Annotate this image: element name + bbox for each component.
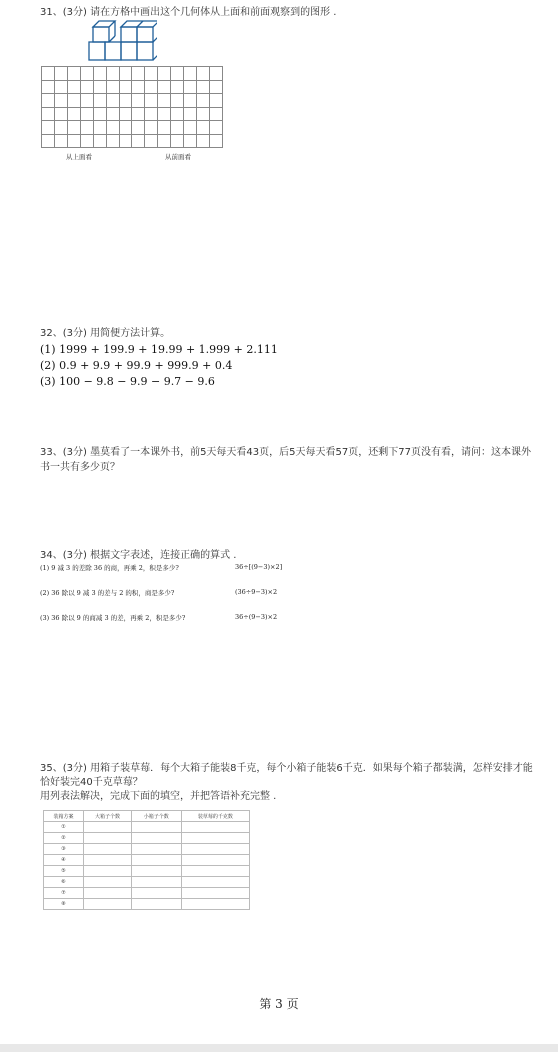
cell[interactable] [84,822,132,833]
table-row [44,877,250,888]
cell[interactable] [181,844,249,855]
header-large-boxes: 大箱子个数 [84,811,132,822]
q32-item-2: (2) 0.9 + 9.9 + 99.9 + 999.9 + 0.4 [40,359,233,372]
q32-title: 32、(3分) 用简便方法计算。 [40,328,171,339]
q35-line-1: 35、(3分) 用箱子装草莓．每个大箱子能装8千克，每个小箱子能装6千克．如果每个箱子都装满，怎样安排才能 [40,763,533,774]
q34-row-3-text: (3) 36 除以 9 的商减 3 的差，再乘 2，积是多少? [40,614,186,622]
cell[interactable] [131,888,181,899]
cell[interactable] [181,899,249,910]
cube-solid-figure [85,20,157,64]
q32-item-3: (3) 100 − 9.8 − 9.9 − 9.7 − 9.6 [40,375,215,388]
cell[interactable] [131,877,181,888]
label-from-front: 从前面看 [165,153,191,161]
table-header-row [44,811,250,822]
q35-line-2: 恰好装完40千克草莓？ [40,777,143,788]
page-number: 第 3 页 [259,997,299,1011]
table-row [44,855,250,866]
cell[interactable] [84,888,132,899]
cell[interactable] [181,888,249,899]
cell[interactable] [84,866,132,877]
q34-title: 34、(3分) 根据文字表述，连接正确的算式 . [40,550,237,561]
cell[interactable] [84,899,132,910]
cell[interactable] [84,877,132,888]
row-index: ③ [44,844,84,855]
page-bottom-bar [0,1044,558,1052]
cell[interactable] [84,844,132,855]
q34-row-3-formula: 36÷(9−3)×2 [235,613,278,621]
header-plan: 装箱方案 [44,811,84,822]
cell[interactable] [84,833,132,844]
cell[interactable] [181,822,249,833]
row-index: ② [44,833,84,844]
cell[interactable] [131,822,181,833]
row-index: ④ [44,855,84,866]
q34-row-1-text: (1) 9 减 3 的差除 36 的商，再乘 2，积是多少? [40,564,179,572]
q33-line-2: 书一共有多少页？ [40,462,120,473]
header-kilograms: 装草莓的千克数 [181,811,249,822]
cell[interactable] [131,833,181,844]
table-row [44,833,250,844]
table-row [44,899,250,910]
table-row [44,844,250,855]
cell[interactable] [181,877,249,888]
row-index: ① [44,822,84,833]
cell[interactable] [181,833,249,844]
cell[interactable] [181,855,249,866]
cell[interactable] [131,866,181,877]
row-index: ⑤ [44,866,84,877]
q34-row-1-formula: 36÷[(9−3)×2] [235,563,283,571]
q31-title: 31、(3分) 请在方格中画出这个几何体从上面和前面观察到的图形 . [40,7,337,18]
row-index: ⑦ [44,888,84,899]
q32-item-1: (1) 1999 + 199.9 + 19.99 + 1.999 + 2.111 [40,343,278,356]
row-index: ⑥ [44,877,84,888]
cell[interactable] [131,899,181,910]
q33-line-1: 33、(3分) 墨莫看了一本课外书，前5天每天看43页，后5天每天看57页，还剩下77页没有看，请问：这本课外 [40,447,531,458]
q34-row-2-text: (2) 36 除以 9 减 3 的差与 2 的积，商是多少? [40,589,175,597]
packing-plan-table [43,810,250,910]
cell[interactable] [181,866,249,877]
q34-row-2-formula: (36÷9−3)×2 [235,588,278,596]
row-index: ⑧ [44,899,84,910]
drawing-grid [41,66,223,148]
table-row [44,888,250,899]
q35-line-3: 用列表法解决，完成下面的填空，并把答语补充完整 . [40,791,277,802]
header-small-boxes: 小箱子个数 [131,811,181,822]
label-from-top: 从上面看 [66,153,92,161]
table-row [44,822,250,833]
table-row [44,866,250,877]
cell[interactable] [131,844,181,855]
cell[interactable] [84,855,132,866]
cell[interactable] [131,855,181,866]
